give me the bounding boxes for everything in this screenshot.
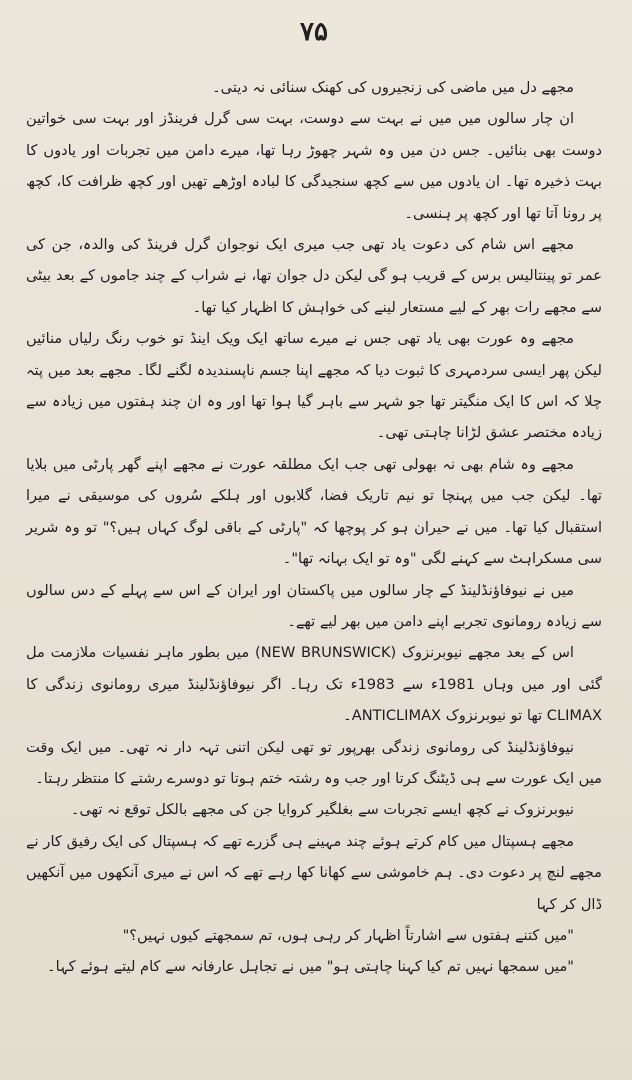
paragraph: مجھے وہ شام بھی نہ بھولی تھی جب ایک مطلقہ عورت نے مجھے اپنے گھر پارٹی میں بلایا تھا۔ لیکن جب میں پہنچا تو نیم تاریک فضا، گلابوں اور ہلکے سُروں کی موسیقی نے میرا استقبال کیا تھا۔ میں نے حیران ہو کر پوچھا کہ "پارٹی کے باقی لوگ کہاں ہیں؟" تو وہ شریر سی مسکراہٹ سے کہنے لگی "وہ تو ایک بہانہ تھا"۔ (26, 455, 602, 568)
page-number: ۷۵ (300, 17, 328, 47)
paragraph: مجھے اس شام کی دعوت یاد تھی جب میری ایک نوجوان گرل فرینڈ کی والدہ، جن کی عمر تو پینتالیس برس کے قریب ہو گی لیکن دل جوان تھا، نے شراب کے چند جاموں کے بعد بیٹی سے مجھے رات بھر کے لیے مستعار لینے کی خواہش کا اظہار کیا تھا۔ (26, 236, 602, 316)
paragraph: مجھے وہ عورت بھی یاد تھی جس نے میرے ساتھ ایک ویک اینڈ تو خوب رنگ رلیاں منائیں لیکن پھر ایسی سردمہری کا ثبوت دیا کہ مجھے اپنا جسم ناپسندیدہ لگنے لگا۔ مجھے بعد میں پتہ چلا کہ اس کا ایک منگیتر تھا جو شہر سے باہر گیا ہوا تھا اور وہ ان چند ہفتوں میں زیادہ سے زیادہ مختصر عشق لڑانا چاہتی تھی۔ (26, 330, 602, 442)
paragraph: مجھے ہسپتال میں کام کرتے ہوئے چند مہینے ہی گزرے تھے کہ ہسپتال کی ایک رفیق کار نے مجھے لنچ پر دعوت دی۔ ہم خاموشی سے کھانا کھا رہے تھے کہ اس نے میری آنکھوں میں آنکھیں ڈال کر کہا (26, 832, 602, 913)
paragraph: نیوفاؤنڈلینڈ کی رومانوی زندگی بھرپور تو تھی لیکن اتنی تہہ دار نہ تھی۔ میں ایک وقت میں ایک عورت سے ہی ڈیٹنگ کرتا اور جب وہ رشتہ ختم ہوتا تو دوسرے رشتے کا منتظر رہتا۔ (26, 738, 602, 787)
paragraph: "میں کتنے ہفتوں سے اشارتاً اظہار کر رہی ہوں، تم سمجھتے کیوں نہیں؟" (122, 926, 574, 944)
paragraph: میں نے نیوفاؤنڈلینڈ کے چار سالوں میں پاکستان اور ایران کے اس سے پہلے کے دس سالوں سے زیادہ رومانوی تجربے اپنے دامن میں بھر لیے تھے۔ (26, 581, 602, 630)
paragraph: مجھے دل میں ماضی کی زنجیروں کی کھنک سنائی نہ دیتی۔ (212, 79, 574, 96)
paragraph: نیوبرنزوک نے کچھ ایسے تجربات سے بغلگیر کروایا جن کی مجھے بالکل توقع نہ تھی۔ (70, 801, 574, 819)
paragraph: ان چار سالوں میں میں نے بہت سے دوست، بہت سی گرل فرینڈز اور بہت سی خواتین دوست بھی بنائیں۔ جس دن میں وہ شہر چھوڑ رہا تھا، میرے دامن میں تجربات اور یادوں کا بہت ذخیرہ تھا۔ ان یادوں میں سے کچھ سنجیدگی کا لبادہ اوڑھے تھیں اور کچھ ظرافت کا، کچھ پر رونا آتا تھا اور کچھ پر ہنسی۔ (26, 110, 602, 222)
page-body (26, 72, 602, 983)
paragraph: اس کے بعد مجھے نیوبرنزوک (NEW BRUNSWICK) میں بطور ماہر نفسیات ملازمت مل گئی اور میں وہاں 1981ء سے 1983ء تک رہا۔ اگر نیوفاؤنڈلینڈ میری رومانوی زندگی کا CLIMAX تھا تو نیوبرنزوک ANTICLIMAX۔ (26, 644, 602, 725)
paragraph: "میں سمجھا نہیں تم کیا کہنا چاہتی ہو" میں نے تجاہل عارفانہ سے کام لیتے ہوئے کہا۔ (47, 958, 574, 976)
